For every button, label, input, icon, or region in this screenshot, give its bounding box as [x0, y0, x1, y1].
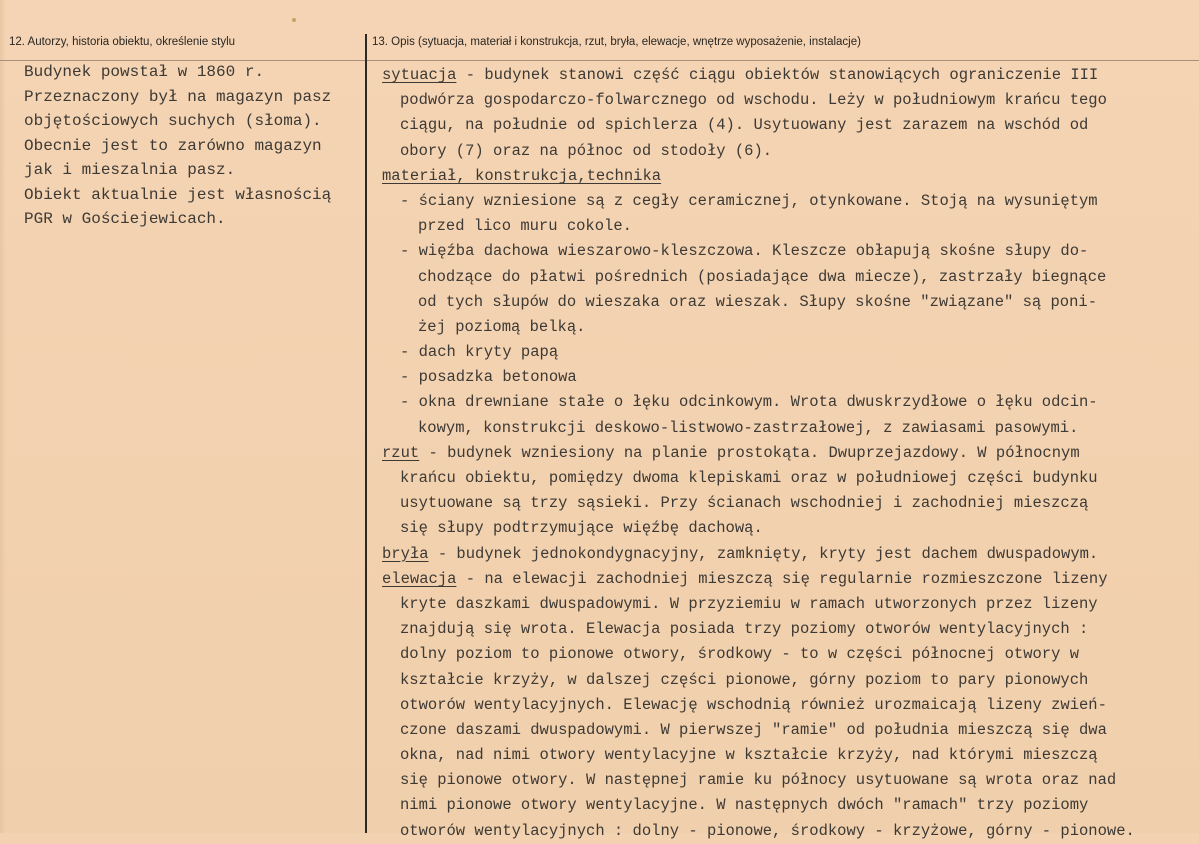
description-line: [382, 113, 1192, 138]
description-line: [382, 466, 1192, 491]
description-line: [382, 290, 1192, 315]
description-line: [382, 441, 1192, 466]
history-line: jak i mieszalnia pasz.: [24, 161, 236, 179]
history-text: [24, 60, 360, 232]
description-line: [382, 768, 1192, 793]
description-line: [382, 668, 1192, 693]
line-text: - posadzka betonowa: [400, 368, 577, 387]
description-line: [382, 265, 1192, 290]
description-line: [382, 63, 1192, 88]
line-text: - na elewacji zachodniej mieszczą się regularnie rozmieszczone lizeny: [456, 569, 1108, 588]
section-keyword: elewacja: [382, 569, 457, 588]
line-text: - budynek jednokondygnacyjny, zamknięty, kryty jest dachem dwuspadowym.: [428, 544, 1099, 563]
description-line: [382, 139, 1192, 164]
description-line: [382, 693, 1192, 718]
line-text: usytuowane są trzy sąsieki. Przy ścianach wschodniej i zachodniej mieszczą: [400, 494, 1089, 513]
line-text: czone daszami dwuspadowymi. W pierwszej "ramie" od południa mieszczą się dwa: [400, 720, 1107, 739]
line-text: od tych słupów do wieszaka oraz wieszak. Słupy skośne "związane" są poni-: [418, 292, 1098, 311]
description-line: [382, 416, 1192, 441]
line-text: - ściany wzniesione są z cegły ceramicznej, otynkowane. Stoją na wysuniętym: [400, 191, 1098, 210]
line-text: obory (7) oraz na północ od stodoły (6).: [400, 141, 773, 160]
line-text: otworów wentylacyjnych. Elewację wschodnią również urozmaicają lizeny zwień-: [400, 695, 1107, 714]
section-keyword: sytuacja: [382, 66, 457, 84]
description-line: [382, 239, 1192, 264]
line-text: żej poziomą belką.: [418, 317, 586, 336]
description-line: [382, 390, 1192, 415]
section-12-header: 12. Autorzy, historia obiektu, określenie stylu: [9, 36, 236, 48]
description-line: [382, 315, 1192, 340]
section-keyword: bryła: [382, 544, 429, 563]
description-line: [382, 718, 1192, 743]
description-line: [382, 164, 1192, 189]
history-line: PGR w Gościejewicach.: [24, 210, 226, 228]
description-line: [382, 340, 1192, 365]
line-text: okna, nad nimi otwory wentylacyjne w kształcie krzyży, nad którymi mieszczą: [400, 746, 1098, 765]
line-text: się słupy podtrzymujące więźbę dachową.: [400, 519, 763, 538]
description-text: [382, 63, 1192, 844]
history-line: Obiekt aktualnie jest własnością: [24, 185, 332, 204]
description-line: [382, 743, 1192, 768]
card-edge: [0, 0, 6, 833]
description-line: [382, 617, 1192, 642]
line-text: przed lico muru cokole.: [418, 217, 632, 236]
line-text: - budynek stanowi część ciągu obiektów stanowiących ograniczenie III: [456, 66, 1099, 84]
history-line: Obecnie jest to zarówno magazyn: [24, 136, 322, 155]
section-keyword: materiał, konstrukcja,technika: [382, 166, 662, 185]
description-line: [382, 592, 1192, 617]
history-line: Przeznaczony był na magazyn pasz: [24, 87, 332, 106]
line-text: podwórza gospodarczo-folwarcznego od wschodu. Leży w południowym krańcu tego: [400, 91, 1107, 110]
description-line: [382, 819, 1192, 844]
description-line: [382, 365, 1192, 390]
description-line: [382, 516, 1192, 541]
line-text: nimi pionowe otwory wentylacyjne. W następnych dwóch "ramach" trzy poziomy: [400, 796, 1089, 815]
line-text: - okna drewniane stałe o łęku odcinkowym. Wrota dwuskrzydłowe o łęku odcin-: [400, 393, 1098, 412]
line-text: kształcie krzyży, w dalszej części pionowe, górny poziom to pary pionowych: [400, 670, 1089, 689]
history-line: objętościowych suchych (słoma).: [24, 112, 322, 130]
line-text: kryte daszkami dwuspadowymi. W przyziemiu w ramach utworzonych przez lizeny: [400, 594, 1098, 613]
line-text: znajdują się wrota. Elewacja posiada trzy poziomy otworów wentylacyjnych :: [400, 620, 1089, 639]
line-text: chodzące do płatwi pośrednich (posiadające dwa miecze), zastrzały biegnące: [418, 267, 1107, 286]
line-text: - więźba dachowa wieszarowo-kleszczowa. Kleszcze obłapują skośne słupy do-: [400, 242, 1089, 261]
history-line: Budynek powstał w 1860 r.: [24, 63, 265, 81]
line-text: ciągu, na południe od spichlerza (4). Usytuowany jest zarazem na wschód od: [400, 116, 1089, 135]
line-text: - dach kryty papą: [400, 343, 559, 362]
line-text: kowym, konstrukcji deskowo-listwowo-zastrzałowej, z zawiasami pasowymi.: [418, 418, 1079, 437]
description-line: [382, 189, 1192, 214]
line-text: dolny poziom to pionowe otwory, środkowy - to w części północnej otwory w: [400, 645, 1080, 664]
description-line: [382, 491, 1192, 516]
description-line: [382, 88, 1192, 113]
line-text: krańcu obiektu, pomiędzy dwoma klepiskami oraz w południowej części budynku: [400, 469, 1098, 487]
line-text: się pionowe otwory. W następnej ramie ku północy usytuowane są wrota oraz nad: [400, 771, 1117, 790]
section-13-header: 13. Opis (sytuacja, materiał i konstrukcja, rzut, bryła, elewacje, wnętrze wyposażenie, instalacje): [372, 36, 861, 48]
paper-speck: [292, 18, 296, 22]
line-text: - budynek wzniesiony na planie prostokąta. Dwuprzejazdowy. W północnym: [419, 443, 1080, 462]
column-divider: [365, 34, 367, 833]
description-line: [382, 542, 1192, 567]
description-line: [382, 642, 1192, 667]
description-line: [382, 793, 1192, 818]
section-keyword: rzut: [382, 443, 420, 462]
description-line: [382, 214, 1192, 239]
line-text: otworów wentylacyjnych : dolny - pionowe, środkowy - krzyżowe, górny - pionowe.: [400, 821, 1135, 840]
description-line: [382, 567, 1192, 592]
